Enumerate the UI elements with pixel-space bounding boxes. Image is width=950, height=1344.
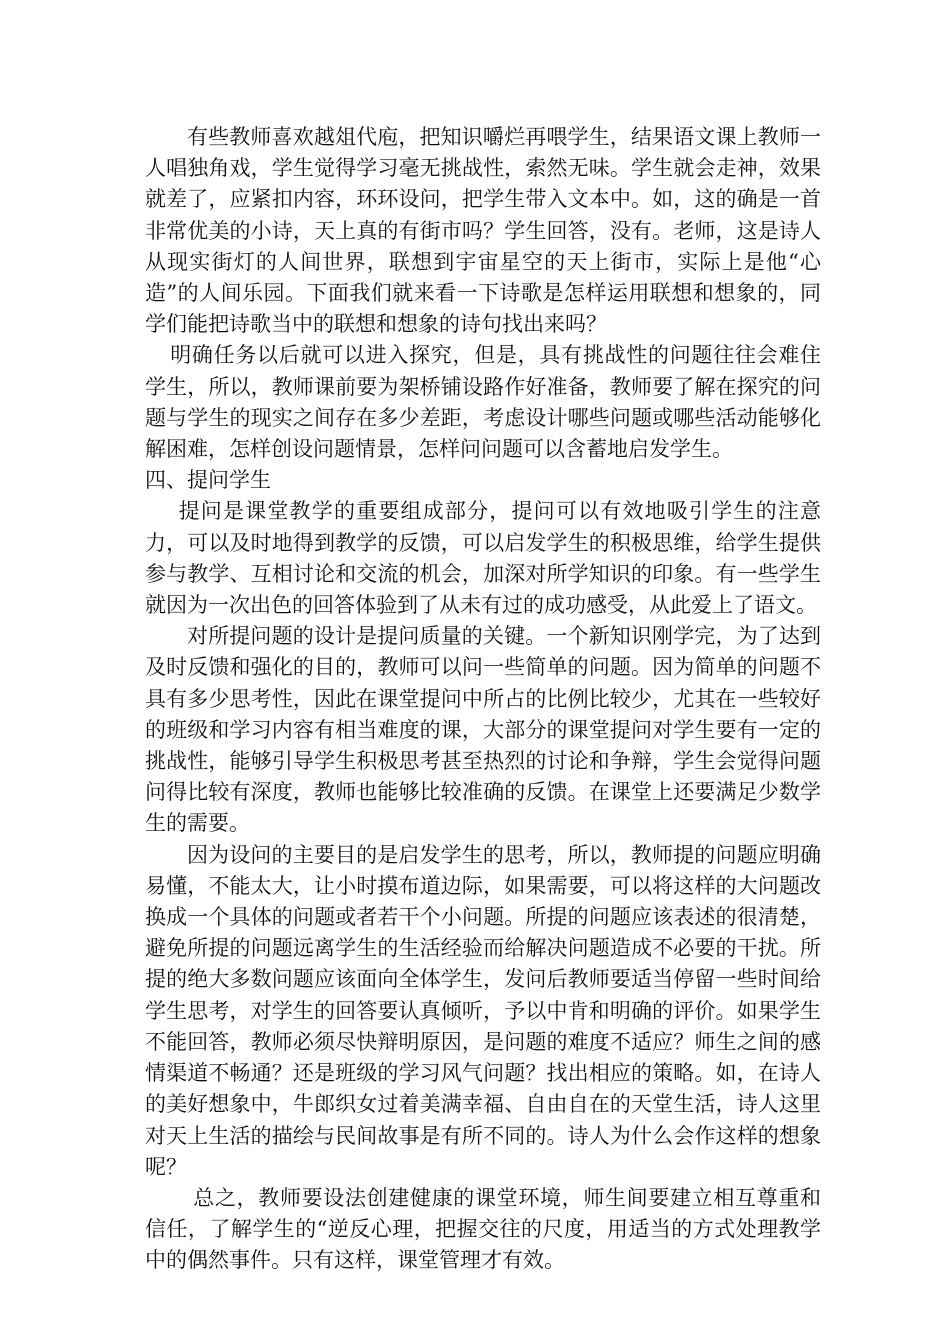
paragraph-purpose: 因为设问的主要目的是启发学生的思考，所以，教师提的问题应明确易懂，不能太大，让小时摸布道边际，如果需要，可以将这样的大问题改换成一个具体的问题或者若干个小问题。所提的问题应该表述的很清楚，避免所提的问题远离学生的生活经验而给解决问题造成不必要的干扰。所提的绝大多数问题应该面向全体学生，发问后教师要适当停留一些时间给学生思考，对学生的回答要认真倾听，予以中肯和明确的评价。如果学生不能回答，教师必须尽快辩明原因，是问题的难度不适应？师生之间的感情渠道不畅通？还是班级的学习风气问题？找出相应的策略。如，在诗人的美好想象中，牛郎织女过着美满幸福、自由自在的天堂生活，诗人这里对天上生活的描绘与民间故事是有所不同的。诗人为什么会作这样的想象呢？ (145, 842, 821, 1179)
paragraph-intro: 有些教师喜欢越俎代庖，把知识嚼烂再喂学生，结果语文课上教师一人唱独角戏，学生觉得学习毫无挑战性，索然无味。学生就会走神，效果就差了，应紧扣内容，环环设问，把学生带入文本中。如，这的确是一首非常优美的小诗，天上真的有街市吗？学生回答，没有。老师，这是诗人从现实街灯的人间世界，联想到宇宙星空的天上街市，实际上是他“心造”的人间乐园。下面我们就来看一下诗歌是怎样运用联想和想象的，同学们能把诗歌当中的联想和想象的诗句找出来吗？ (145, 125, 821, 337)
document-body (145, 122, 821, 1277)
paragraph-questioning: 提问是课堂教学的重要组成部分，提问可以有效地吸引学生的注意力，可以及时地得到教学的反馈，可以启发学生的积极思维，给学生提供参与教学、互相讨论和交流的机会，加深对所学知识的印象。有一些学生就因为一次出色的回答体验到了从未有过的成功感受，从此爱上了语文。 (145, 499, 821, 618)
paragraph-task: 明确任务以后就可以进入探究，但是，具有挑战性的问题往往会难住学生，所以，教师课前要为架桥铺设路作好准备，教师要了解在探究的问题与学生的现实之间存在多少差距，考虑设计哪些问题或哪些活动能够化解困难，怎样创设问题情景，怎样问问题可以含蓄地启发学生。 (145, 343, 821, 462)
paragraph-design: 对所提问题的设计是提问质量的关键。一个新知识刚学完，为了达到及时反馈和强化的目的，教师可以问一些简单的问题。因为简单的问题不具有多少思考性，因此在课堂提问中所占的比例比较少，尤其在一些较好的班级和学习内容有相当难度的课，大部分的课堂提问对学生要有一定的挑战性，能够引导学生积极思考甚至热烈的讨论和争辩，学生会觉得问题问得比较有深度，教师也能够比较准确的反馈。在课堂上还要满足少数学生的需要。 (145, 624, 821, 836)
paragraph-summary: 总之，教师要设法创建健康的课堂环境，师生间要建立相互尊重和信任，了解学生的“逆反心理，把握交往的尺度，用适当的方式处理教学中的偶然事件。只有这样，课堂管理才有效。 (145, 1185, 821, 1273)
section-heading: 四、提问学生 (145, 468, 271, 493)
